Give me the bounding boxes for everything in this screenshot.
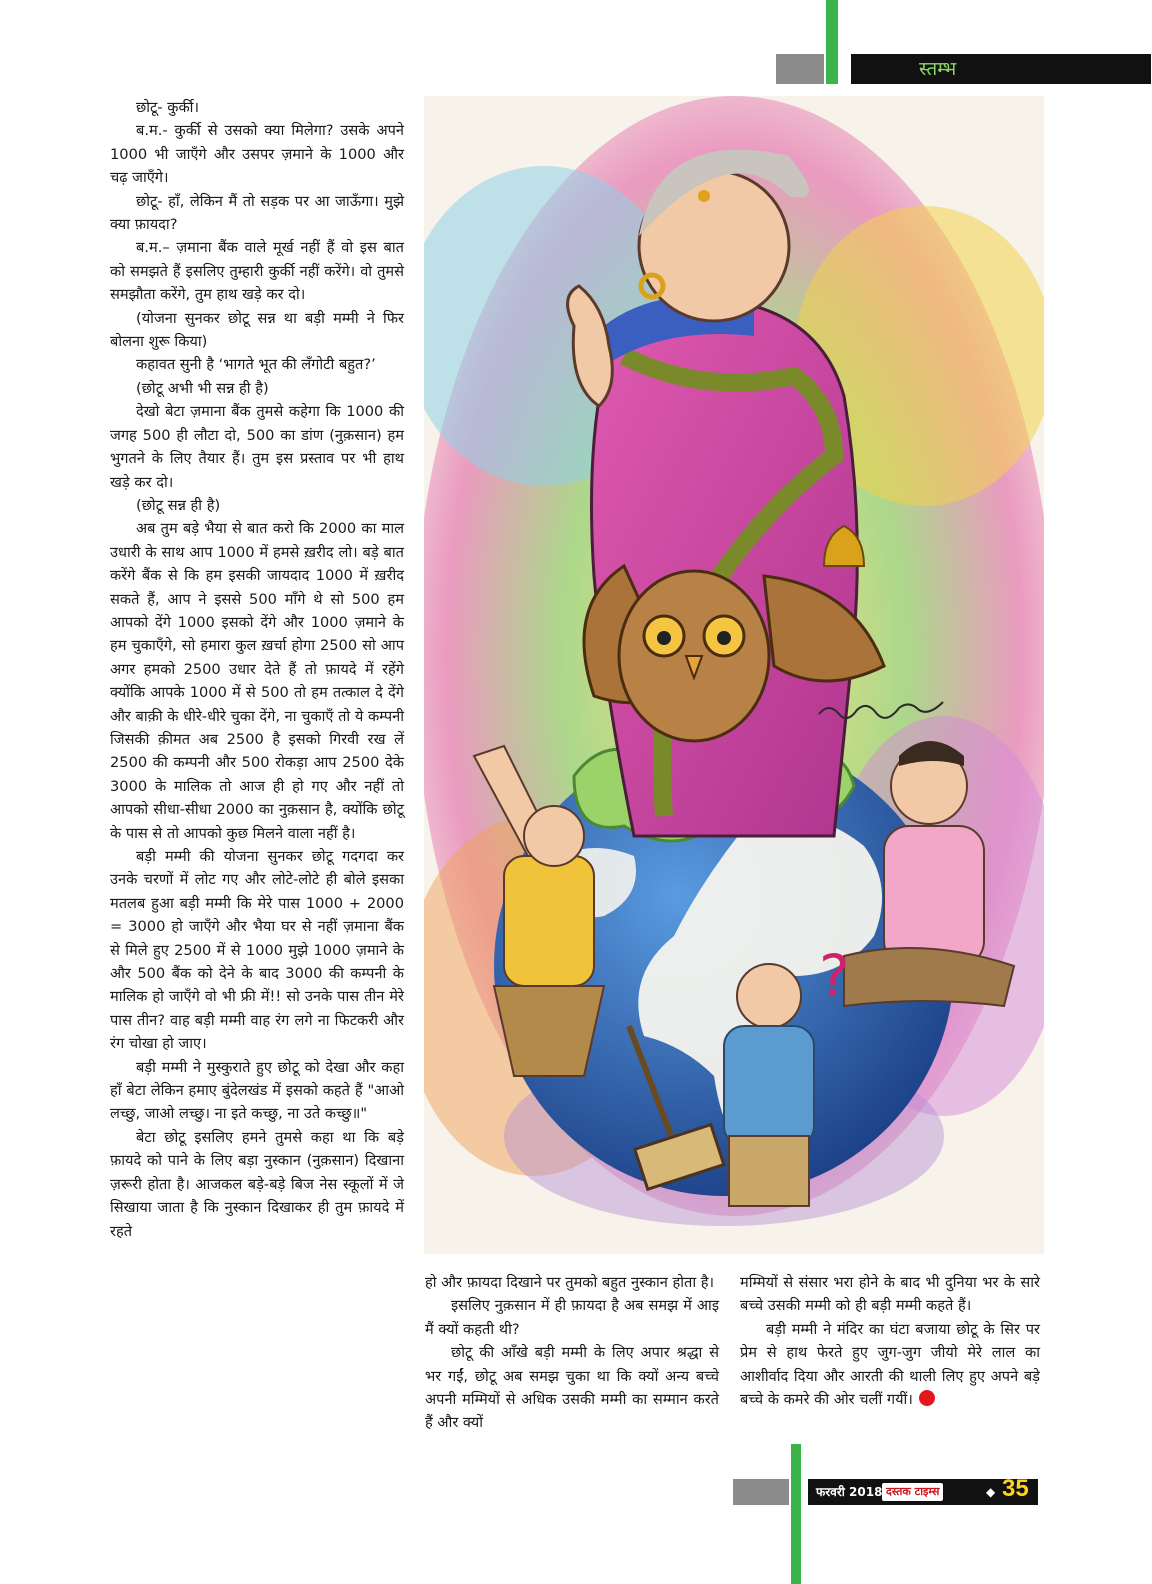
paragraph: (छोटू अभी भी सन्न ही है) [136,379,269,397]
cartoon-illustration [424,96,1044,1254]
question-mark-icon: ? [819,942,850,1010]
paragraph: छोटू- कुर्की। [136,99,199,116]
paragraph: (योजना सुनकर छोटू सन्न था बड़ी मम्मी ने फिर बोलना शुरू किया) [110,309,404,351]
issue-month: फरवरी 2018 [816,1485,883,1499]
paragraph: देखो बेटा ज़माना बैंक तुमसे कहेगा कि 1000 की जगह 500 ही लौटा दो, 500 का डांण (नुक़सान) हम भुगतने के लिए तैयार हैं। तुम इस प्रस्ताव पर भी हाथ खड़े कर दो। [110,403,404,491]
article-column-right [740,1271,1040,1411]
paragraph [740,1318,1040,1412]
paragraph: ब.म.- कुर्की से उसको क्या मिलेगा? उसके अपने 1000 भी जाएँगे और उसपर ज़माने के 1000 और चढ़ जाएँगे। [110,122,404,187]
article-column-middle [425,1271,719,1435]
paragraph: अब तुम बड़े भैया से बात करो कि 2000 का माल उधारी के साथ आप 1000 में हमसे ख़रीद लो। बड़े बात करेंगे बैंक से कि हम इसकी जायदाद 1000 में ख़रीद सकते हैं, आप ने इससे 500 माँगे थे सो 500 हम आपको देंगे 1000 इसको देंगे और 1000 ज़माने के हम चुकाएँगे, सो हमारा कुल ख़र्चा होगा 2500 सो आप अगर हमको 2500 उधार देते हैं तो फ़ायदे में रहेंगे क्योंकि आपके 1000 में से 500 तो हम तत्काल दे देंगे और बाक़ी के धीरे-धीरे चुका देंगे, ना चुकाएँ तो ये कम्पनी जिसकी क़ीमत अब 2500 है इसको गिरवी रख लें 2500 की कम्पनी और 500 रोकड़ा आप 2500 देके 3000 के मालिक तो आज ही हो गए और नहीं तो आपको सीधा-सीधा 2000 का नुक़सान है, क्योंकि छोटू के पास से तो आपको कुछ मिलने वाला नहीं है। [110,520,404,842]
end-marker-icon [919,1390,935,1406]
paragraph: बेटा छोटू इसलिए हमने तुमसे कहा था कि बड़े फ़ायदे को पाने के लिए बड़ा नुस्कान (नुक़सान) दिखाना ज़रूरी होता है। आजकल बड़े-बड़े बिज नेस स्कूलों में जे सिखाया जाता है कि नुस्कान दिखाकर ही तुम फ़ायदे में रहते [110,1128,404,1240]
page-number: 35 [1002,1475,1029,1502]
paragraph: मम्मियों से संसार भरा होने के बाद भी दुनिया भर के सारे बच्चे उसकी मम्मी को ही बड़ी मम्मी कहते हैं। [740,1274,1040,1315]
magazine-logo: दस्तक टाइम्स [882,1483,943,1501]
paragraph: (छोटू सन्न ही है) [136,496,221,514]
separator-icon: ◆ [986,1485,996,1499]
top-accent-bar [826,0,838,84]
footer-gray-block [733,1479,789,1505]
header-gray-block [776,54,824,84]
article-column-left [110,96,404,1243]
paragraph: छोटू की आँखे बड़ी मम्मी के लिए अपार श्रद्धा से भर गईं, छोटू अब समझ चुका था कि क्यों अन्य बच्चे अपनी मम्मियों से अधिक उसकी मम्मी का सम्मान करते हैं और क्यों [425,1344,719,1432]
paragraph: कहावत सुनी है ‘भागते भूत की लँगोटी बहुत?’ [136,356,376,374]
paragraph: छोटू- हाँ, लेकिन मैं तो सड़क पर आ जाऊँगा। मुझे क्या फ़ायदा? [110,192,404,234]
paragraph: हो और फ़ायदा दिखाने पर तुमको बहुत नुस्कान होता है। [425,1274,715,1291]
paragraph: बड़ी मम्मी ने मुस्कुराते हुए छोटू को देखा और कहा हाँ बेटा लेकिन हमाए बुंदेलखंड में इसको कहते हैं "आओ लच्छु, जाओ लच्छु। ना इते कच्छु, ना उते कच्छु॥" [110,1058,404,1123]
paragraph: ब.म.– ज़माना बैंक वाले मूर्ख नहीं हैं वो इस बात को समझते हैं इसलिए तुम्हारी कुर्की नहीं करेंगे। वो तुमसे समझौता करेंगे, तुम हाथ खड़े कर दो। [110,239,404,304]
paragraph: इसलिए नुक़सान में ही फ़ायदा है अब समझ में आइ मैं क्यों कहती थी? [425,1297,719,1338]
bottom-accent-bar [791,1444,801,1584]
section-label: स्तम्भ [851,54,1151,84]
page-footer [808,1475,1038,1505]
paragraph-text: बड़ी मम्मी ने मंदिर का घंटा बजाया छोटू के सिर पर प्रेम से हाथ फेरते हुए जुग-जुग जीयो मेरे लाल का आशीर्वाद दिया और आरती की थाली लिए हुए अपने बड़े बच्चे के कमरे की ओर चलीं गयीं। [740,1320,1040,1409]
paragraph: बड़ी मम्मी की योजना सुनकर छोटू गदगदा कर उनके चरणों में लोट गए और लोटे-लोटे ही बोले इसका मतलब हुआ बड़ी मम्मी कि मेरे पास 1000 + 2000 = 3000 हो जाएँगे और भैया घर से नहीं ज़माना बैंक से मिले हुए 2500 में से 1000 मुझे 1000 ज़माने के और 500 बैंक को देने के बाद 3000 की कम्पनी के मालिक हो जाएँगे वो भी फ्री में!! सो उनके पास तीन मेरे पास तीन? वाह बड़ी मम्मी वाह रंग लगे ना फिटकरी और रंग चोखा हो जाए। [110,848,404,1053]
